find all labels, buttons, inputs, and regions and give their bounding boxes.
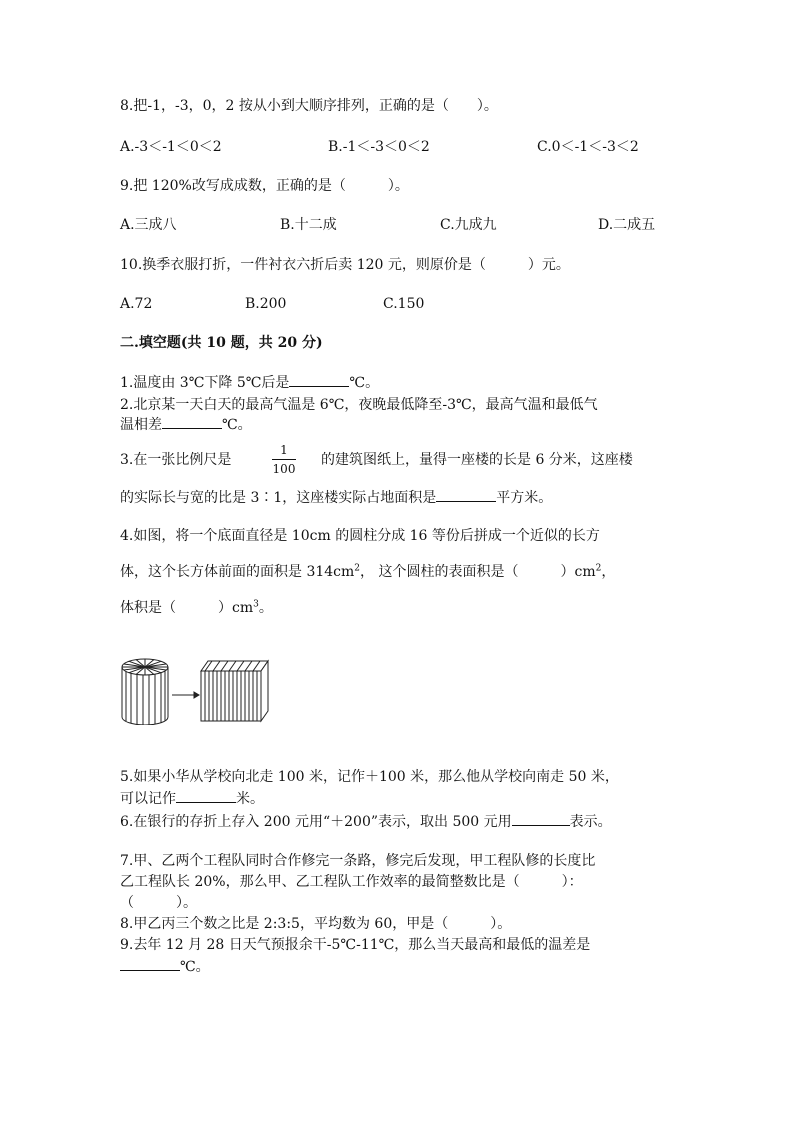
fraction-bar bbox=[272, 459, 296, 460]
fill-q9-line2-post: ℃。 bbox=[180, 959, 210, 975]
answer-blank[interactable] bbox=[120, 956, 180, 971]
fill-q2-line2 bbox=[120, 414, 252, 435]
fill-q2-post: ℃。 bbox=[222, 417, 252, 433]
fraction-denominator: 100 bbox=[272, 462, 296, 476]
q8-option-a: A.-3＜-1＜0＜2 bbox=[120, 139, 222, 155]
fill-q7-line2: 乙工程队长 20%，那么甲、乙工程队工作效率的最简整数比是（ ）： bbox=[120, 874, 583, 890]
fill-q6-pre: 6.在银行的存折上存入 200 元用“＋200”表示，取出 500 元用 bbox=[120, 814, 512, 830]
fill-q4-line2-pre: 体，这个长方体前面的面积是 314cm bbox=[120, 564, 355, 580]
answer-blank[interactable] bbox=[512, 811, 570, 826]
q9-option-c: C.九成九 bbox=[440, 217, 497, 233]
cylinder-illustration bbox=[122, 659, 168, 725]
q8-option-c: C.0＜-1＜-3＜2 bbox=[537, 139, 639, 155]
fill-q5-line2 bbox=[120, 788, 264, 809]
q9-stem: 9.把 120%改写成成数，正确的是（ ）。 bbox=[120, 178, 409, 194]
q8-stem: 8.把-1，-3，0，2 按从小到大顺序排列，正确的是（ ）。 bbox=[120, 98, 498, 114]
answer-blank[interactable] bbox=[289, 372, 349, 387]
q10-stem: 10.换季衣服打折，一件衬衣六折后卖 120 元，则原价是（ ）元。 bbox=[120, 257, 570, 273]
fill-q7-line1: 7.甲、乙两个工程队同时合作修完一条路，修完后发现，甲工程队修的长度比 bbox=[120, 853, 596, 869]
fill-q6-post: 表示。 bbox=[569, 814, 612, 830]
q9-option-a: A.三成八 bbox=[120, 217, 177, 233]
fill-q1-pre: 1.温度由 3℃下降 5℃后是 bbox=[120, 375, 290, 391]
fill-q5-line1: 5.如果小华从学校向北走 100 米，记作＋100 米，那么他从学校向南走 50 米， bbox=[120, 769, 619, 785]
fill-q3-line2 bbox=[120, 487, 552, 508]
q10-option-c: C.150 bbox=[383, 296, 425, 312]
fill-q4-line1: 4.如图，将一个底面直径是 10cm 的圆柱分成 16 等份后拼成一个近似的长方 bbox=[120, 528, 600, 544]
cylinder-to-cuboid-figure bbox=[120, 655, 280, 725]
fill-q9-line2 bbox=[120, 956, 210, 977]
fill-q3-mid: 的建筑图纸上，量得一座楼的长是 6 分米，这座楼 bbox=[321, 452, 633, 468]
fill-q6 bbox=[120, 811, 612, 832]
fill-q4-line3 bbox=[120, 598, 273, 618]
fill-q1 bbox=[120, 372, 379, 393]
q8-option-b: B.-1＜-3＜0＜2 bbox=[328, 139, 430, 155]
fill-q4-line2-mid: ， 这个圆柱的表面积是（ ）cm bbox=[360, 564, 596, 580]
fraction-numerator: 1 bbox=[280, 443, 288, 457]
fill-q3-line2-post: 平方米。 bbox=[496, 490, 553, 506]
fill-q3-line2-pre: 的实际长与宽的比是 3∶1，这座楼实际占地面积是 bbox=[120, 490, 437, 506]
fill-q3-pre: 3.在一张比例尺是 bbox=[120, 452, 232, 468]
q9-option-b: B.十二成 bbox=[280, 217, 337, 233]
cuboid-illustration bbox=[201, 661, 268, 721]
superscript: 2 bbox=[354, 563, 361, 574]
q10-option-a: A.72 bbox=[120, 296, 153, 312]
q9-option-d: D.二成五 bbox=[598, 217, 656, 233]
scale-fraction bbox=[272, 443, 296, 476]
fill-q4-line2-end: ， bbox=[601, 564, 616, 580]
fill-q5-line2-pre: 可以记作 bbox=[120, 791, 176, 807]
fill-q5-line2-post: 米。 bbox=[236, 791, 264, 807]
answer-blank[interactable] bbox=[436, 487, 496, 502]
fill-q8: 8.甲乙丙三个数之比是 2:3:5，平均数为 60，甲是（ ）。 bbox=[120, 916, 512, 932]
fill-q4-line2 bbox=[120, 562, 615, 582]
fill-q7-line3: （ ）。 bbox=[120, 895, 197, 911]
arrow-icon bbox=[172, 692, 199, 698]
superscript: 2 bbox=[595, 563, 602, 574]
section-heading: 二.填空题(共 10 题，共 20 分) bbox=[120, 335, 323, 351]
superscript: 3 bbox=[253, 599, 259, 610]
fill-q9-line1: 9.去年 12 月 28 日天气预报余干-5℃-11℃，那么当天最高和最低的温差是 bbox=[120, 937, 591, 953]
fill-q4-line3-pre: 体积是（ ）cm bbox=[120, 600, 254, 616]
fill-q1-post: ℃。 bbox=[349, 375, 380, 391]
fill-q4-line3-end: 。 bbox=[258, 600, 273, 616]
q10-option-b: B.200 bbox=[245, 296, 287, 312]
fill-q2-pre: 温相差 bbox=[120, 417, 162, 433]
answer-blank[interactable] bbox=[176, 788, 236, 803]
fill-q2-line1: 2.北京某一天白天的最高气温是 6℃，夜晚最低降至-3℃，最高气温和最低气 bbox=[120, 397, 598, 413]
answer-blank[interactable] bbox=[162, 414, 222, 429]
